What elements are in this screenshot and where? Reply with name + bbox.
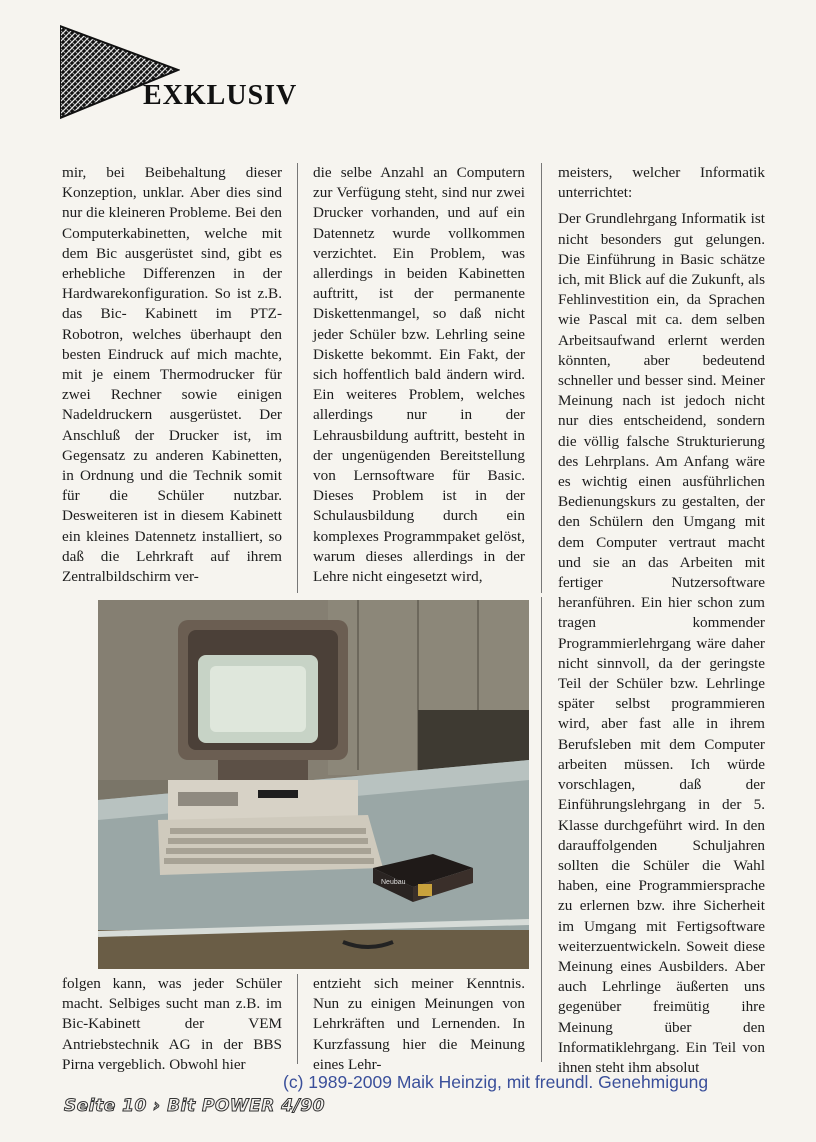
column-divider [297, 163, 298, 593]
disk-box-label: Neubau [381, 879, 406, 886]
paragraph-intro: meisters, welcher Informatik unterrichtet: [558, 164, 765, 202]
paragraph: Der Grundlehrgang Informatik ist nicht besonders gut gelungen. Die Einführung in Basic schätze ich, mit Blick auf die Zukunft, als Fehlinvestition ein, da Sprachen wie Pascal mit ca. dem selben Arbeitsaufwand erlernt werden könnten, aber bedeutend schneller und besser sind. Meiner Meinung nach ist jedoch nicht nur dies entscheidend, sondern die völlig falsche Strukturierung des Lehrplans. Am Anfang wäre es wichtig einen ausführlichen Bedienungskurs zu gestalten, der den Schülern den Umgang mit dem Computer vertraut macht und sie an das Arbeiten mit fertiger Nutzersoftware heranführen. Ein hier schon zum tragen kommender Programmierlehrgang wäre daher nicht sinnvoll, da der geringste Teil der Schüler bzw. Lehrlinge später selbst programmieren wird, aber fast alle in ihrem Berufsleben mit dem Computer arbeiten müssen. Ich würde vorschlagen, daß der Einführungslehrgang in der 5. Klasse durchgeführt wird. In den darauffolgenden Schuljahren sollten die Schüler die Wahl haben, eine Programmiersprache zu erlernen bzw. ihre Sicherheit im Umgang mit Fertigsoftware weiterzuentwickeln. Soweit diese Meinung eines Ausbilders. Aber auch Lehrlinge äußerten uns gegenüber freimütig ihre Meinung über den Informatiklehrgang. Ein Teil von ihnen steht ihm absolut [558, 210, 765, 1076]
computer-photo [98, 600, 529, 969]
article-column-1-bottom [62, 974, 282, 1075]
article-column-2-top [313, 163, 525, 587]
section-title: EXKLUSIV [143, 80, 298, 111]
paragraph: folgen kann, was jeder Schüler macht. Selbiges sucht man z.B. im Bic-Kabinett der VEM Antriebstechnik AG in der BBS Pirna vergeblich. Obwohl hier [62, 975, 282, 1073]
article-column-3 [558, 163, 765, 1078]
column-divider [541, 597, 542, 1062]
paragraph: entzieht sich meiner Kenntnis. Nun zu einigen Meinungen von Lehrkräften und Lernenden. In Kurzfassung hier die Meinung eines Lehr- [313, 975, 525, 1073]
paragraph: mir, bei Beibehaltung dieser Konzeption, unklar. Aber dies sind nur die kleineren Probleme. Bei den Computerkabinetten, welche mit dem Bic ausgerüstet sind, gibt es erhebliche Differenzen in der Hardwarekonfiguration. So ist z.B. das Bic- Kabinett im PTZ-Robotron, welches überhaupt den besten Eindruck auf mich machte, mit je einem Thermodrucker für zwei Rechner sowie einigen Nadeldruckern ausgerüstet. Der Anschluß der Drucker ist, im Gegensatz zu anderen Kabinetten, in Ordnung und die Technik somit für die Schüler nutzbar. Desweiteren ist in diesem Kabinett ein kleines Datennetz installiert, so daß die Lehrkraft auf ihrem Zentralbildschirm ver- [62, 164, 282, 586]
copyright-notice: (c) 1989-2009 Maik Heinzig, mit freundl. Genehmigung [283, 1072, 709, 1092]
page-footer: Seite 10 › Bit POWER 4/90 [64, 1096, 325, 1116]
paragraph: die selbe Anzahl an Computern zur Verfügung steht, sind nur zwei Drucker vorhanden, und auf ein Datennetz wurde vollkommen verzichtet. Ein Problem, was allerdings in beiden Kabinetten auftritt, ist der permanente Diskettenmangel, so daß nicht jeder Schüler bzw. Lehrling seine Diskette bekommt. Ein Fakt, der sich hoffentlich bald ändern wird. Ein weiteres Problem, welches allerdings nur in der Lehrausbildung auftritt, besteht in der ungenügenden Bereitstellung von Lernsoftware für Basic. Dieses Problem ist in der Schulausbildung durch ein komplexes Programmpaket gelöst, warum dieses allerdings in der Lehre nicht eingesetzt wird, [313, 164, 525, 586]
article-column-2-bottom [313, 974, 525, 1075]
column-divider [541, 163, 542, 593]
article-column-1-top [62, 163, 282, 587]
column-divider [297, 974, 298, 1064]
